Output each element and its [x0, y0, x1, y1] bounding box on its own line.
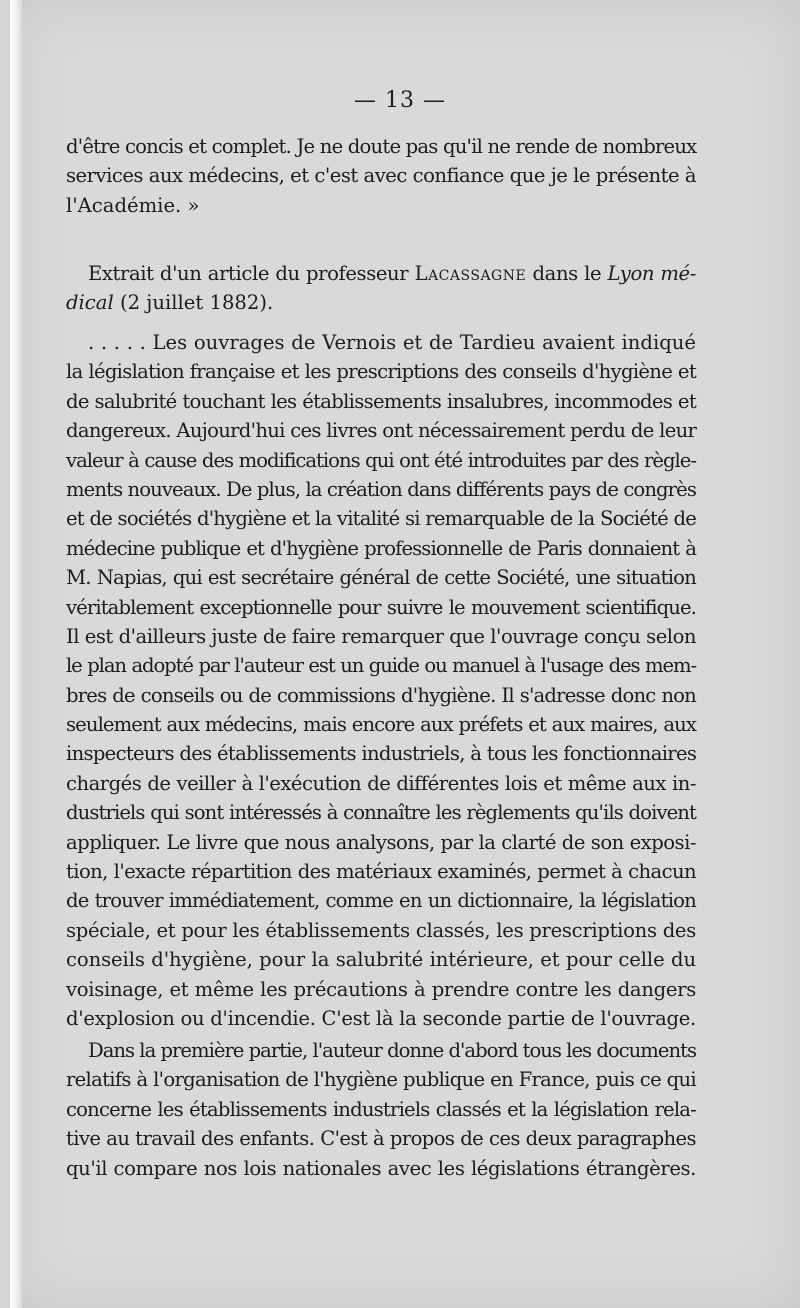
journal-name-part1: Lyon mé-: [607, 262, 696, 285]
text-line: chargés de veiller à l'exécution de différentes lois et même aux in-: [66, 771, 696, 795]
text-line: dangereux. Aujourd'hui ces livres ont nécessairement perdu de leur: [66, 419, 697, 443]
text-line: conseils d'hygiène, pour la salubrité intérieure, et pour celle du: [66, 948, 696, 972]
text-line: voisinage, et même les précautions à prendre contre les dangers: [66, 977, 696, 1001]
text-line: l'Académie. »: [66, 193, 200, 217]
text-line: tive au travail des enfants. C'est à propos de ces deux paragraphes: [66, 1127, 696, 1151]
text-line: d'explosion ou d'incendie. C'est là la seconde partie de l'ouvrage.: [66, 1006, 696, 1030]
text-line: médecine publique et d'hygiène professionnelle de Paris donnaient à: [66, 536, 696, 560]
extract-intro-line: [66, 259, 696, 288]
text-line: M. Napias, qui est secrétaire général de cette Société, une situation: [66, 566, 696, 590]
text-line: qu'il compare nos lois nationales avec les législations étrangères.: [66, 1156, 696, 1180]
text-line: bres de conseils ou de commissions d'hygiène. Il s'adresse donc non: [66, 683, 696, 707]
text-line: tion, l'exacte répartition des matériaux examinés, permet à chacun: [66, 860, 696, 884]
text-line: relatifs à l'organisation de l'hygiène publique en France, puis ce qui: [66, 1068, 696, 1092]
text-line: inspecteurs des établissements industriels, à tous les fonctionnaires: [66, 742, 697, 766]
text-line: véritablement exceptionnelle pour suivre le mouvement scientifique.: [66, 595, 696, 619]
author-name: Lacassagne: [414, 262, 527, 285]
page-number: — 13 —: [354, 88, 446, 113]
text-line: Il est d'ailleurs juste de faire remarquer que l'ouvrage conçu selon: [66, 624, 696, 648]
text-line: Dans la première partie, l'auteur donne d'abord tous les documents: [88, 1039, 696, 1062]
continuation-paragraph: [66, 132, 696, 220]
extract-intro: [66, 259, 696, 318]
text-line: valeur à cause des modifications qui ont été introduites par des règle-: [66, 448, 696, 472]
text-line: spéciale, et pour les établissements classés, les prescriptions des: [66, 918, 696, 942]
text-line: de salubrité touchant les établissements insalubres, incommodes et: [66, 389, 696, 413]
text-line: de trouver immédiatement, comme en un dictionnaire, la législation: [66, 889, 696, 913]
text-line: le plan adopté par l'auteur est un guide ou manuel à l'usage des mem-: [66, 654, 696, 678]
intro-middle: dans le: [532, 262, 602, 285]
text-line: dustriels qui sont intéressés à connaître les règlements qu'ils doivent: [66, 801, 696, 825]
main-paragraph: [66, 328, 696, 1033]
text-line: et de sociétés d'hygiène et la vitalité si remarquable de la Société de: [66, 507, 696, 531]
text-line: . . . . . Les ouvrages de Vernois et de Tardieu avaient indiqué: [88, 331, 696, 354]
text-line: d'être concis et complet. Je ne doute pas qu'il ne rende de nombreux: [66, 135, 697, 158]
extract-date: (2 juillet 1882).: [119, 291, 274, 315]
text-line: seulement aux médecins, mais encore aux préfets et aux maires, aux: [66, 713, 696, 737]
intro-prefix: Extrait d'un article du professeur: [88, 262, 409, 285]
text-line: la législation française et les prescriptions des conseils d'hygiène et: [66, 360, 696, 384]
journal-name-part2: dical: [66, 291, 114, 315]
second-paragraph: [66, 1036, 696, 1183]
text-line: services aux médecins, et c'est avec confiance que je le présente à: [66, 164, 696, 188]
text-line: concerne les établissements industriels classés et la législation rela-: [66, 1097, 696, 1121]
page-gutter: [10, 0, 22, 1308]
text-line: ments nouveaux. De plus, la création dans différents pays de congrès: [66, 477, 696, 501]
extract-intro-line: [66, 288, 696, 317]
text-line: appliquer. Le livre que nous analysons, par la clarté de son exposi-: [66, 830, 696, 854]
